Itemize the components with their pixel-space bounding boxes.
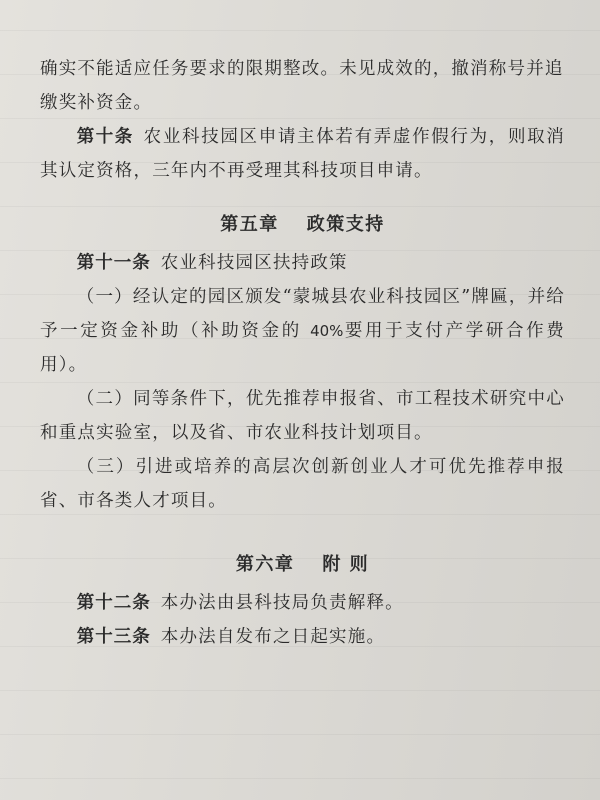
chapter-5-title: 政策支持 — [306, 214, 385, 235]
continued-line-2: 缴奖补资金。 — [40, 93, 153, 113]
item-1-text-a: （一）经认定的园区颁发“蒙城县农业科技园区”牌匾，并给予一定资金补助（补助资金的 — [40, 287, 565, 341]
continued-paragraph — [40, 52, 565, 120]
article-12-text: 本办法由县科技局负责解释。 — [160, 593, 404, 613]
chapter-6-label: 第六章 — [235, 554, 295, 575]
article-10 — [40, 120, 565, 188]
article-12-number: 第十二条 — [76, 593, 151, 613]
article-11-item-3 — [40, 450, 565, 518]
chapter-5-heading — [40, 208, 565, 242]
item-1-percentage: 40% — [310, 322, 344, 340]
article-11-title: 农业科技园区扶持政策 — [160, 253, 348, 273]
article-10-number: 第十条 — [76, 127, 134, 147]
article-12 — [40, 586, 565, 620]
article-11-heading — [40, 246, 565, 280]
article-10-text: 农业科技园区申请主体若有弄虚作假行为，则取消其认定资格，三年内不再受理其科技项目申请。 — [40, 127, 565, 181]
continued-line-1: 确实不能适应任务要求的限期整改。未见成效的，撤消称号并追 — [40, 59, 564, 79]
item-1-text-b: 要用于支付产学研合作费用）。 — [40, 321, 565, 375]
chapter-5-label: 第五章 — [220, 214, 279, 235]
chapter-6-heading — [40, 548, 565, 582]
article-11-item-1 — [40, 280, 565, 382]
article-13-text: 本办法自发布之日起实施。 — [160, 627, 386, 647]
article-13-number: 第十三条 — [76, 627, 151, 647]
item-3-text: （三）引进或培养的高层次创新创业人才可优先推荐申报省、市各类人才项目。 — [40, 457, 565, 511]
article-13 — [40, 620, 565, 654]
article-11-number: 第十一条 — [76, 253, 151, 273]
chapter-6-title: 附 则 — [322, 554, 370, 575]
item-2-text: （二）同等条件下，优先推荐申报省、市工程技术研究中心和重点实验室，以及省、市农业科技计划项目。 — [40, 389, 565, 443]
article-11-item-2 — [40, 382, 565, 450]
document-body — [40, 52, 565, 654]
